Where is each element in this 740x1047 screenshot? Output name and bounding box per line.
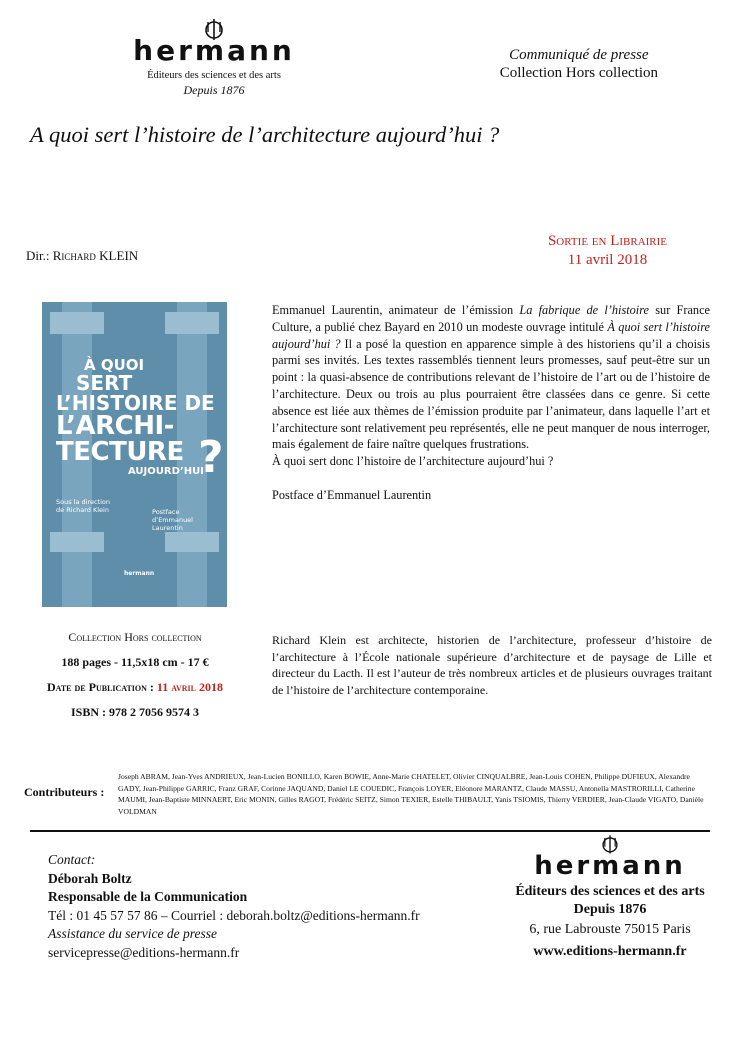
book-collection: Collection Hors collection	[68, 630, 202, 644]
book-info	[40, 630, 230, 730]
book-specs: 188 pages - 11,5x18 cm - 17 €	[61, 655, 209, 669]
footer-wordmark: hermann	[534, 851, 686, 881]
show-title: La fabrique de l’histoire	[519, 303, 650, 317]
divider	[30, 830, 710, 832]
cover-line: L’ARCHI-	[56, 411, 174, 441]
press-release-label: Communiqué de presse	[509, 47, 649, 63]
footer-logo	[505, 834, 715, 960]
description-text: sur France Culture, a publié chez Bayard en 2010 un modeste ouvrage intitulé	[272, 303, 710, 334]
footer-address: 6, rue Labrouste 75015 Paris	[529, 922, 691, 937]
cover-title	[56, 358, 215, 477]
cover-line: SERT	[76, 371, 133, 395]
description-paragraph	[272, 302, 710, 453]
book-description	[272, 302, 710, 504]
book-cover	[42, 302, 227, 607]
release-label: Sortie en Librairie	[547, 233, 668, 249]
description-text: Emmanuel Laurentin, animateur de l’émission	[272, 303, 520, 317]
publication-value: 11 avril 2018	[156, 680, 224, 694]
press-header	[500, 46, 658, 82]
cover-brand: hermann	[124, 570, 155, 577]
cover-direction: Sous la direction de Richard Klein	[56, 498, 111, 514]
contact-block	[48, 851, 420, 962]
director-prefix: Dir.:	[26, 248, 53, 263]
contact-details[interactable]: Tél : 01 45 57 57 86 – Courriel : deborah.boltz@editions-hermann.fr	[48, 907, 420, 923]
cover-line: L’HISTOIRE DE	[56, 391, 215, 415]
book-director	[26, 248, 138, 264]
director-firstname: Richard	[52, 248, 96, 263]
description-question: À quoi sert donc l’histoire de l’architecture aujourd’hui ?	[272, 454, 554, 469]
cover-question-mark: ?	[198, 432, 224, 483]
publication-label: Date de Publication :	[46, 680, 157, 694]
director-lastname: KLEIN	[95, 248, 139, 263]
book-reference: À quoi sert l’histoire aujourd’hui ?	[272, 319, 711, 351]
cover-line: À QUOI	[84, 356, 145, 374]
contact-role: Responsable de la Communication	[48, 889, 248, 904]
postface-credit: Postface d’Emmanuel Laurentin	[272, 487, 432, 502]
contributors-list: Joseph ABRAM, Jean-Yves ANDRIEUX, Jean-Lucien BONILLO, Karen BOWIE, Anne-Marie CHATELET, Olivier CINQUALBRE, Jean-Louis COHEN, Philippe DUFIEUX, Alexandre GADY, Jean-Philippe GARRIC, Franz GRAF, Corinne JAQUAND, Daniel LE COUEDIC, François LOYER, Eléonore MARANTZ, Claude MASSU, Antonella MASTRORILLI, Catherine MAUMI, Jean-Baptiste MINNAERT, Eric MONIN, Gilles RAGOT, Frédéric SEITZ, Simon TEXIER, Estelle THIBAULT, Yanis TSIOMIS, Thierry VERDIER, Jean-Claude VIGATO, Danièle VOLDMAN	[118, 772, 704, 816]
publication-date	[40, 680, 230, 695]
cover-line: TECTURE	[56, 437, 184, 467]
contributors-label: Contributeurs :	[24, 785, 105, 799]
page-title: A quoi sert l’histoire de l’architecture aujourd’hui ?	[30, 122, 500, 147]
brand-wordmark: hermann	[133, 34, 295, 67]
footer-website[interactable]: www.editions-hermann.fr	[533, 944, 687, 959]
cover-line: AUJOURD’HUI	[128, 466, 204, 477]
publisher-tagline: Éditeurs des sciences et des arts	[147, 70, 281, 81]
contact-name: Déborah Boltz	[48, 870, 132, 886]
contact-heading: Contact:	[48, 852, 96, 867]
isbn: ISBN : 978 2 7056 9574 3	[70, 705, 199, 719]
release-day: 11 avril 2018	[567, 252, 648, 268]
author-bio: Richard Klein est architecte, historien de l’architecture, professeur d’histoire de l’architecture à l’École nationale supérieure d’architecture et de paysage de Lille et directeur du Lacth. Il est l’auteur de très nombreux articles et de plusieurs ouvrages traitant de l’histoire de l’architecture contemporaine.	[272, 633, 712, 697]
description-text: Il a posé la question en apparence simple à des historiens qu’il a choisis parmi ses invités. Les textes rassemblés tiennent leurs promesses, sauf peut-être sur un point : la quasi-absence de contributions relevant de l’histoire de l’art ou de l’histoire de l’architecture. Deux ou trois au plus pourraient être classées dans ce genre. Si cette absence est liée aux thèmes de l’émission produite par l’animateur, dans laquelle l’art et l’architecture sont relativement peu représentés, elle ne peut manquer de nous interroger, mais également de faire naître quelques frustrations.	[272, 336, 710, 452]
footer-since: Depuis 1876	[573, 902, 647, 917]
collection-label: Collection Hors collection	[499, 65, 658, 81]
publisher-since: Depuis 1876	[183, 83, 245, 97]
assist-heading: Assistance du service de presse	[48, 926, 217, 941]
assist-email[interactable]: servicepresse@editions-hermann.fr	[48, 944, 240, 960]
cover-postface: Postface d’Emmanuel Laurentin	[152, 508, 193, 532]
release-date	[500, 232, 715, 270]
footer-tagline: Éditeurs des sciences et des arts	[515, 884, 705, 899]
publisher-logo	[98, 18, 330, 118]
